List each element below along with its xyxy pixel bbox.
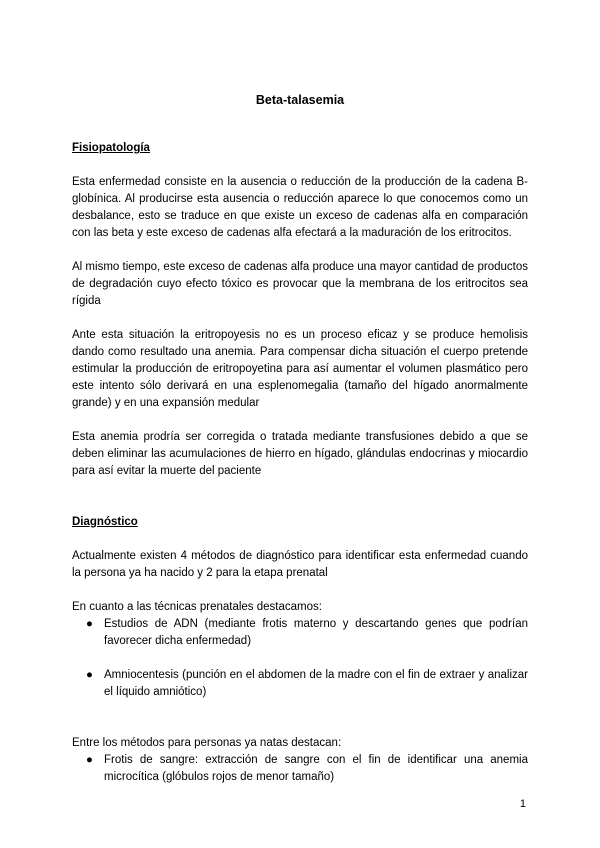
prenatal-list [72, 616, 528, 701]
section-heading-diagnostico: Diagnóstico [72, 516, 138, 528]
list-item: ● Frotis de sangre: extracción de sangre con el fin de identificar una anemia microcítica (glóbulos rojos de menor tamaño) [86, 754, 528, 783]
paragraph: Ante esta situación la eritropoyesis no es un proceso eficaz y se produce hemolisis dando como resultado una anemia. Para compensar dicha situación el cuerpo pretende estimular la producción de eritropoyetina para así aumentar el volumen plasmático pero este intento sólo derivará en una esplenomegalia (tamaño del hígado anormalmente grande) y en una expansión medular [72, 329, 528, 409]
document-title: Beta-talasemia [255, 93, 345, 107]
bullet-icon: ● [86, 618, 93, 630]
paragraph: Esta enfermedad consiste en la ausencia o reducción de la producción de la cadena B-globínica. Al producirse esta ausencia o reducción aparece lo que conocemos como un desbalance, esto se traduce en que existe un exceso de cadenas alfa en comparación con las beta y este exceso de cadenas alfa efectará a la maduración de los eritrocitos. [72, 176, 528, 239]
document-body [72, 140, 528, 786]
paragraph: Al mismo tiempo, este exceso de cadenas alfa produce una mayor cantidad de productos de degradación cuyo efecto tóxico es provocar que la membrana de los eritrocitos sea rígida [72, 261, 528, 307]
list-intro: Entre los métodos para personas ya natas destacan: [72, 737, 342, 749]
list-item: ● Estudios de ADN (mediante frotis materno y descartando genes que podrían favorecer dicha enfermedad) [86, 618, 528, 647]
bullet-icon: ● [86, 754, 93, 766]
paragraph: Actualmente existen 4 métodos de diagnóstico para identificar esta enfermedad cuando la persona ya ha nacido y 2 para la etapa prenatal [72, 550, 528, 579]
page-number: 1 [519, 798, 526, 810]
postnatal-list [72, 752, 528, 786]
bullet-icon: ● [86, 669, 93, 681]
list-item: ● Amniocentesis (punción en el abdomen de la madre con el fin de extraer y analizar el líquido amniótico) [86, 669, 528, 698]
paragraph: Esta anemia prodría ser corregida o tratada mediante transfusiones debido a que se deben eliminar las acumulaciones de hierro en hígado, glándulas endocrinas y miocardio para así evitar la muerte del paciente [72, 431, 528, 477]
section-heading-fisiopatologia: Fisiopatología [72, 142, 150, 154]
list-intro: En cuanto a las técnicas prenatales destacamos: [72, 601, 322, 613]
